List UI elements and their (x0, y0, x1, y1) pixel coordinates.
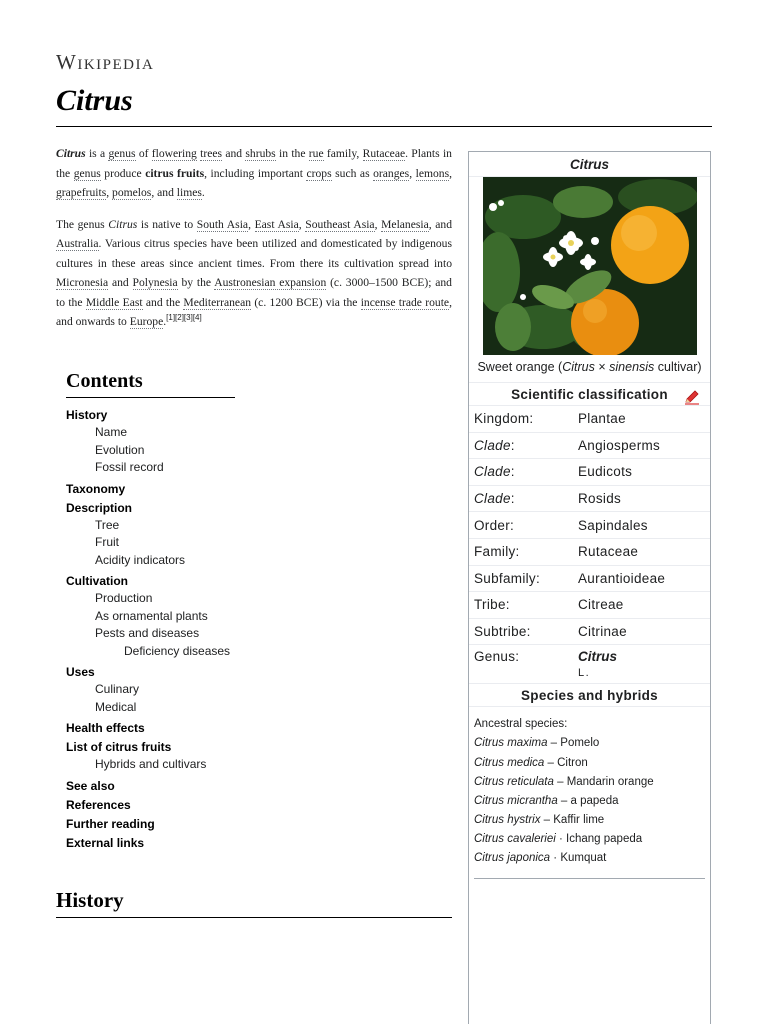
species-common-name[interactable]: Citron (557, 756, 588, 769)
toc-item-label[interactable]: References (66, 797, 131, 812)
wikipedia-wordmark[interactable]: Wikipedia (56, 50, 155, 74)
toc-item-label[interactable]: Cultivation (66, 574, 128, 588)
article-link[interactable]: rue (308, 147, 324, 160)
article-link[interactable]: shrubs (245, 147, 276, 160)
species-common-name[interactable]: Kaffir lime (553, 813, 605, 826)
genus-authority[interactable]: L. (578, 667, 591, 680)
species-item: Citrus cavaleriei · Ichang papeda (474, 832, 643, 845)
genus-value: Citrus (578, 649, 618, 665)
article-link[interactable]: incense trade route (360, 295, 450, 309)
toc-subitem[interactable] (124, 643, 446, 661)
taxobox (468, 151, 711, 1024)
species-common-name[interactable]: Mandarin orange (566, 775, 654, 788)
classification-key[interactable]: Clade: (474, 491, 515, 507)
article-link[interactable]: oranges (373, 166, 410, 180)
species-name[interactable]: Citrus cavaleriei (474, 832, 556, 845)
toc-sublist (66, 681, 446, 716)
lead-paragraph-1 (56, 144, 452, 203)
species-common-name[interactable]: Ichang papeda (566, 832, 643, 845)
toc-item-label[interactable]: Uses (66, 665, 95, 679)
species-intro: Ancestral species: (474, 718, 568, 731)
species-name[interactable]: Citrus micrantha (474, 794, 558, 807)
article-link[interactable]: grapefruits (56, 186, 107, 199)
article-link[interactable]: Middle East (85, 295, 143, 309)
classification-row-genus (469, 645, 710, 684)
toc-item-label[interactable]: Deficiency diseases (124, 643, 231, 658)
classification-row (469, 433, 710, 460)
text-run: and (108, 276, 133, 289)
classification-key: Family: (474, 544, 520, 560)
toc-item[interactable] (66, 798, 446, 812)
text-run: in the (275, 147, 309, 160)
article-link[interactable]: genus (108, 147, 136, 160)
article-link[interactable]: limes (176, 186, 202, 199)
text-run: produce (100, 166, 146, 180)
toc-item-label[interactable]: Fruit (95, 535, 119, 549)
toc-item-label[interactable]: Taxonomy (66, 481, 126, 496)
text-run: Sweet orange ( (477, 360, 563, 374)
lead-paragraph-2 (56, 215, 452, 332)
species-name[interactable]: Citrus medica (474, 756, 545, 769)
classification-row (469, 406, 710, 433)
toc-item-label[interactable]: Evolution (95, 442, 145, 457)
text-run: family, (323, 147, 363, 160)
species-item: Citrus hystrix – Kaffir lime (474, 813, 605, 826)
species-item: Citrus maxima – Pomelo (474, 737, 600, 750)
article-link[interactable]: Melanesia (381, 217, 429, 231)
text-run: is a (85, 147, 109, 160)
text-run: . Various citrus species have been utilized and domesticated by indigenous cultures in these areas since ancient times. From there its cultivation spread into (56, 237, 452, 270)
classification-row (469, 539, 710, 566)
toc-sublist (66, 756, 446, 774)
species-name[interactable]: Citrus reticulata (474, 775, 554, 788)
classification-value[interactable]: Sapindales (578, 517, 648, 533)
toc-item[interactable] (66, 482, 446, 496)
classification-row (469, 512, 710, 539)
text-run: (c. 1200 BCE) via the (251, 295, 361, 309)
text-run: × (594, 360, 610, 374)
classification-value[interactable]: Citreae (578, 597, 624, 613)
text-run: Citrus (56, 147, 86, 160)
text-run: , and (428, 217, 453, 231)
classification-value[interactable]: Rosids (578, 491, 622, 507)
infobox-title: Citrus (469, 152, 710, 177)
toc-item-label[interactable]: List of citrus fruits (66, 740, 172, 754)
text-run: , (449, 166, 453, 180)
text-run: (c. 3000–1500 BCE); and to the (56, 276, 452, 309)
text-run: such as (331, 166, 374, 180)
classification-key[interactable]: Clade: (474, 437, 515, 453)
citation-refs[interactable]: [1][2][3][4] (166, 313, 202, 323)
text-run: , and onwards to (56, 295, 452, 328)
classification-value[interactable]: Eudicots (578, 464, 633, 480)
species-item: Citrus reticulata – Mandarin orange (474, 775, 654, 788)
toc-item-label[interactable]: External links (66, 835, 145, 850)
page-title: Citrus (56, 84, 133, 117)
toc-item[interactable] (66, 574, 446, 660)
toc-item[interactable] (66, 408, 446, 477)
species-name[interactable]: Citrus japonica (474, 852, 551, 864)
article-link[interactable]: Europe (129, 315, 164, 328)
text-run: , and (151, 186, 177, 199)
classification-key: Subfamily: (474, 570, 541, 586)
article-link[interactable]: South Asia (196, 217, 249, 231)
toc-item-label[interactable]: History (66, 408, 108, 422)
species-name[interactable]: Citrus hystrix (474, 813, 541, 826)
toc-item-label[interactable]: Medical (95, 699, 137, 714)
text-run: Citrus (562, 360, 595, 374)
classification-key: Order: (474, 517, 515, 533)
genus-key: Genus: (474, 649, 520, 665)
classification-key: Subtribe: (474, 624, 531, 640)
text-run: , including important (204, 166, 307, 180)
text-run: , (409, 166, 416, 180)
toc-subitem[interactable] (95, 756, 446, 774)
toc-sublist (66, 590, 446, 660)
toc-subitem[interactable] (95, 699, 446, 717)
toc-subitem[interactable] (95, 681, 446, 699)
toc-subitem[interactable] (95, 608, 446, 626)
toc-item-label[interactable]: Fossil record (95, 460, 164, 474)
toc-item-label[interactable]: See also (66, 778, 115, 793)
species-item: Citrus japonica · Kumquat (474, 852, 607, 864)
toc-subitem[interactable] (95, 442, 446, 460)
toc-item[interactable] (66, 779, 446, 793)
toc-item-label[interactable]: Further reading (66, 816, 155, 831)
classification-key: Tribe: (474, 597, 510, 613)
article-link[interactable]: Rutaceae (362, 147, 406, 160)
classification-row (469, 459, 710, 486)
classification-value[interactable]: Citrinae (578, 624, 627, 640)
classification-value[interactable]: Angiosperms (578, 437, 661, 453)
infobox-image-caption (469, 355, 710, 383)
article-link[interactable]: flowering (151, 147, 197, 160)
toc-item-label[interactable]: Tree (95, 517, 120, 532)
toc-subitem[interactable] (95, 517, 446, 535)
toc-item[interactable] (66, 740, 446, 774)
article-link[interactable]: Southeast Asia (305, 217, 375, 231)
species-item: Citrus medica – Citron (474, 756, 588, 769)
toc-item[interactable] (66, 836, 446, 850)
orange-fruit-with-blossoms-photo[interactable] (483, 177, 697, 355)
text-run: citrus fruits (145, 166, 205, 180)
toc-subitem[interactable] (95, 552, 446, 570)
species-and-hybrids-heading: Species and hybrids (469, 684, 710, 707)
pencil-icon[interactable] (684, 389, 700, 405)
table-of-contents (66, 370, 446, 855)
article-link[interactable]: Micronesia (56, 276, 109, 289)
text-run: Citrus (108, 217, 138, 231)
species-list (469, 707, 710, 874)
toc-sublist (95, 643, 446, 661)
classification-row (469, 619, 710, 646)
toc-subitem[interactable] (95, 459, 446, 477)
text-run: , (374, 217, 382, 231)
article-link[interactable]: Australia (56, 237, 99, 250)
toc-sublist (66, 424, 446, 477)
classification-row (469, 592, 710, 619)
article-link[interactable]: Polynesia (132, 276, 178, 289)
article-link[interactable]: crops (306, 166, 332, 180)
article-link[interactable]: trees (200, 147, 223, 160)
article-link[interactable]: Austronesian expansion (214, 276, 327, 289)
toc-item-label[interactable]: Description (66, 500, 133, 515)
classification-rows (469, 406, 710, 645)
classification-value[interactable]: Aurantioideae (578, 570, 666, 586)
toc-item-label[interactable]: Name (95, 425, 128, 439)
toc-item-label[interactable]: Hybrids and cultivars (95, 757, 207, 771)
article-link[interactable]: pomelos (112, 186, 152, 199)
classification-value[interactable]: Plantae (578, 411, 626, 427)
infobox-bottom-divider (474, 878, 705, 879)
article-link[interactable]: genus (73, 166, 101, 180)
toc-item-label[interactable]: Acidity indicators (95, 552, 186, 567)
text-run: by the (177, 276, 215, 289)
toc-subitem[interactable] (95, 590, 446, 608)
lead-section (56, 144, 452, 344)
toc-sublist (66, 517, 446, 570)
toc-subitem[interactable] (95, 534, 446, 552)
text-run: , (106, 186, 113, 199)
title-divider (56, 126, 712, 127)
classification-value[interactable]: Rutaceae (578, 544, 639, 560)
classification-row (469, 566, 710, 593)
scientific-classification-heading (469, 383, 710, 406)
text-run: , (298, 217, 306, 231)
classification-key: Kingdom: (474, 411, 534, 427)
article-link[interactable]: Mediterranean (183, 295, 252, 309)
toc-subitem[interactable] (95, 424, 446, 442)
species-item: Citrus micrantha – a papeda (474, 794, 619, 807)
text-run: is native to (137, 217, 197, 231)
toc-item[interactable] (66, 665, 446, 716)
toc-item[interactable] (66, 721, 446, 735)
toc-subitem[interactable] (95, 625, 446, 660)
toc-item-label[interactable]: Pests and diseases (95, 626, 200, 640)
toc-item-label[interactable]: Production (95, 591, 153, 605)
toc-item[interactable] (66, 817, 446, 831)
species-name[interactable]: Citrus maxima (474, 737, 548, 750)
scientific-classification-label: Scientific classification (511, 387, 668, 402)
text-run: , (248, 217, 255, 231)
article-link[interactable]: lemons (415, 166, 450, 180)
classification-key[interactable]: Clade: (474, 464, 515, 480)
text-run: and the (142, 295, 184, 309)
toc-item[interactable] (66, 501, 446, 570)
toc-item-label[interactable]: As ornamental plants (95, 608, 208, 623)
toc-title: Contents (66, 370, 235, 398)
text-run: . (201, 186, 205, 199)
section-heading-history: History (56, 888, 452, 918)
text-run: . (163, 315, 167, 328)
text-run: sinensis (609, 360, 655, 374)
toc-item-label[interactable]: Health effects (66, 721, 145, 735)
text-run: . Plants in the (56, 147, 452, 180)
species-common-name[interactable]: a papeda (570, 794, 619, 807)
toc-item-label[interactable]: Culinary (95, 682, 140, 696)
classification-row (469, 486, 710, 513)
species-common-name[interactable]: Kumquat (560, 852, 607, 864)
toc-list (66, 408, 446, 850)
text-run: The genus (56, 217, 109, 231)
text-run: and (222, 147, 246, 160)
text-run: of (135, 147, 152, 160)
text-run: cultivar) (654, 360, 702, 374)
article-link[interactable]: East Asia (254, 217, 299, 231)
species-common-name[interactable]: Pomelo (560, 737, 600, 750)
